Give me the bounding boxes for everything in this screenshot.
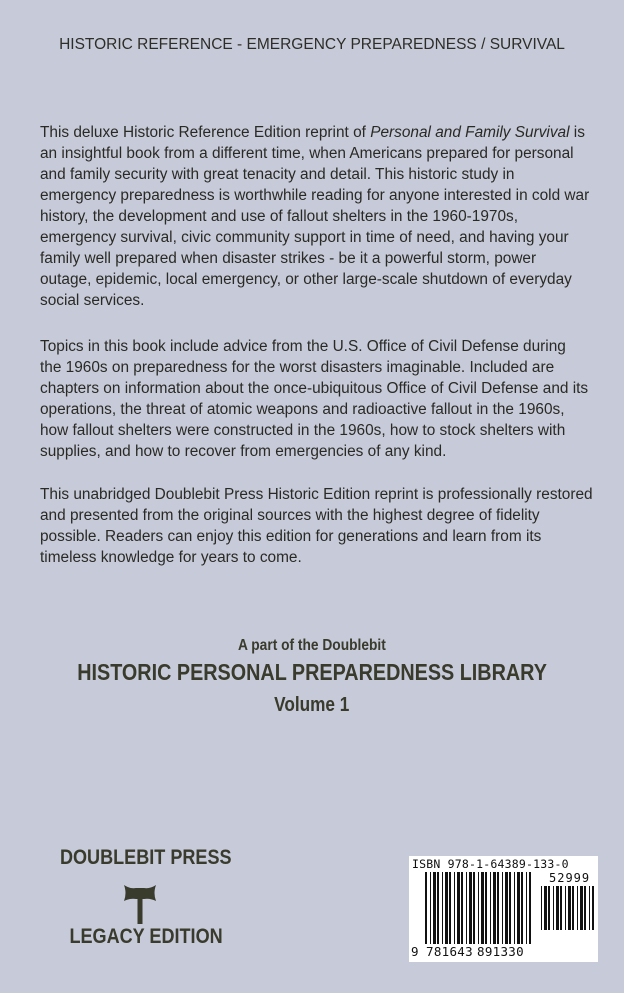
paragraph-line: This unabridged Doublebit Press Historic Edition reprint is professionally restored <box>40 486 593 503</box>
library-intro: A part of the Doublebit <box>238 637 386 654</box>
barcode-bar <box>568 886 571 930</box>
barcode-bar <box>445 872 448 944</box>
paragraph-line: supplies, and how to recover from emergencies of any kind. <box>40 443 447 460</box>
ean-left-digits: 781643 <box>426 944 473 959</box>
ean-first-digit: 9 <box>411 944 419 959</box>
barcode-bar <box>526 872 527 944</box>
barcode-bar <box>580 886 583 930</box>
barcode-bar <box>592 886 594 930</box>
paragraph-line: how fallout shelters were constructed in the 1960s, how to stock shelters with <box>40 422 566 439</box>
barcode-bar <box>517 872 520 944</box>
isbn-barcode <box>409 856 598 962</box>
paragraph-line: outage, epidemic, local emergency, or other large-scale shutdown of everyday <box>40 271 572 288</box>
barcode-bar <box>454 872 455 944</box>
paragraph-line: possible. Readers can enjoy this edition for generations and learn from its <box>40 528 542 545</box>
barcode-bar <box>478 872 479 944</box>
barcode-bar <box>577 886 578 930</box>
paragraph-line: social services. <box>40 292 145 309</box>
paragraph-line: family well prepared when disaster strikes - be it a powerful storm, power <box>40 250 537 267</box>
paragraph-line: chapters on information about the once-ubiquitous Office of Civil Defense and its <box>40 380 589 397</box>
paragraph-line: operations, the threat of atomic weapons and radioactive fallout in the 1960s, <box>40 401 565 418</box>
library-name: HISTORIC PERSONAL PREPAREDNESS LIBRARY <box>77 659 547 685</box>
paragraph-line: history, the development and use of fallout shelters in the 1960-1970s, <box>40 208 518 225</box>
barcode-bar <box>449 872 451 944</box>
volume-label: Volume 1 <box>274 694 350 716</box>
barcode-bar <box>473 872 475 944</box>
barcode-bar <box>521 872 523 944</box>
barcode-bar <box>572 886 574 930</box>
barcode-bar <box>466 872 467 944</box>
barcode-bar <box>553 886 554 930</box>
barcode-bar <box>584 886 586 930</box>
barcode-bar <box>556 886 559 930</box>
barcode-bar <box>514 872 515 944</box>
barcode-bar <box>493 872 496 944</box>
text-span: This deluxe Historic Reference Edition reprint of <box>40 124 371 141</box>
isbn-label: ISBN 978-1-64389-133-0 <box>412 857 569 871</box>
description-paragraph-2 <box>40 336 620 462</box>
paragraph-line: timeless knowledge for years to come. <box>40 549 302 566</box>
paragraph-line: emergency survival, civic community support in time of need, and having your <box>40 229 569 246</box>
barcode-bar <box>490 872 491 944</box>
barcode-bar <box>442 872 443 944</box>
barcode-bar <box>589 886 590 930</box>
price-code: 52999 <box>549 871 591 885</box>
paragraph-line: the 1960s on preparedness for the worst disasters imaginable. Included are <box>40 359 555 376</box>
edition-label: LEGACY EDITION <box>69 925 223 948</box>
series-heading: HISTORIC REFERENCE - EMERGENCY PREPAREDNESS / SURVIVAL <box>59 36 565 53</box>
paragraph-line <box>40 122 620 143</box>
barcode-bar <box>565 886 566 930</box>
description-paragraph-3 <box>40 484 620 568</box>
barcode-bar <box>437 872 439 944</box>
ean-right-digits: 891330 <box>477 944 524 959</box>
barcode-bar <box>469 872 472 944</box>
barcode-bar <box>425 872 427 944</box>
barcode-bar <box>461 872 463 944</box>
publisher-name: DOUBLEBIT PRESS <box>60 846 232 869</box>
barcode-bar <box>433 872 436 944</box>
barcode-bar <box>485 872 487 944</box>
barcode-bar <box>505 872 508 944</box>
barcode-bar <box>541 886 542 930</box>
barcode-bar <box>509 872 511 944</box>
barcode-bar <box>548 886 550 930</box>
barcode-bar <box>502 872 503 944</box>
description-paragraph-1 <box>40 122 620 311</box>
barcode-bar <box>544 886 547 930</box>
barcode-bar <box>497 872 499 944</box>
barcode-bar <box>560 886 562 930</box>
barcode-bar <box>430 872 431 944</box>
barcode-bar <box>457 872 460 944</box>
double-bit-axe-icon <box>122 883 158 925</box>
book-title: Personal and Family Survival <box>370 124 570 141</box>
barcode-bar <box>529 872 531 944</box>
text-span: is <box>569 124 585 141</box>
paragraph-line: Topics in this book include advice from the U.S. Office of Civil Defense during <box>40 338 566 355</box>
paragraph-line: and family security with great tenacity and detail. This historic study in <box>40 166 515 183</box>
paragraph-line: and presented from the original sources with the highest degree of fidelity <box>40 507 540 524</box>
paragraph-line: emergency preparedness is worthwhile reading for anyone interested in cold war <box>40 187 590 204</box>
paragraph-line: an insightful book from a different time, when Americans prepared for personal <box>40 145 574 162</box>
barcode-bar <box>481 872 484 944</box>
